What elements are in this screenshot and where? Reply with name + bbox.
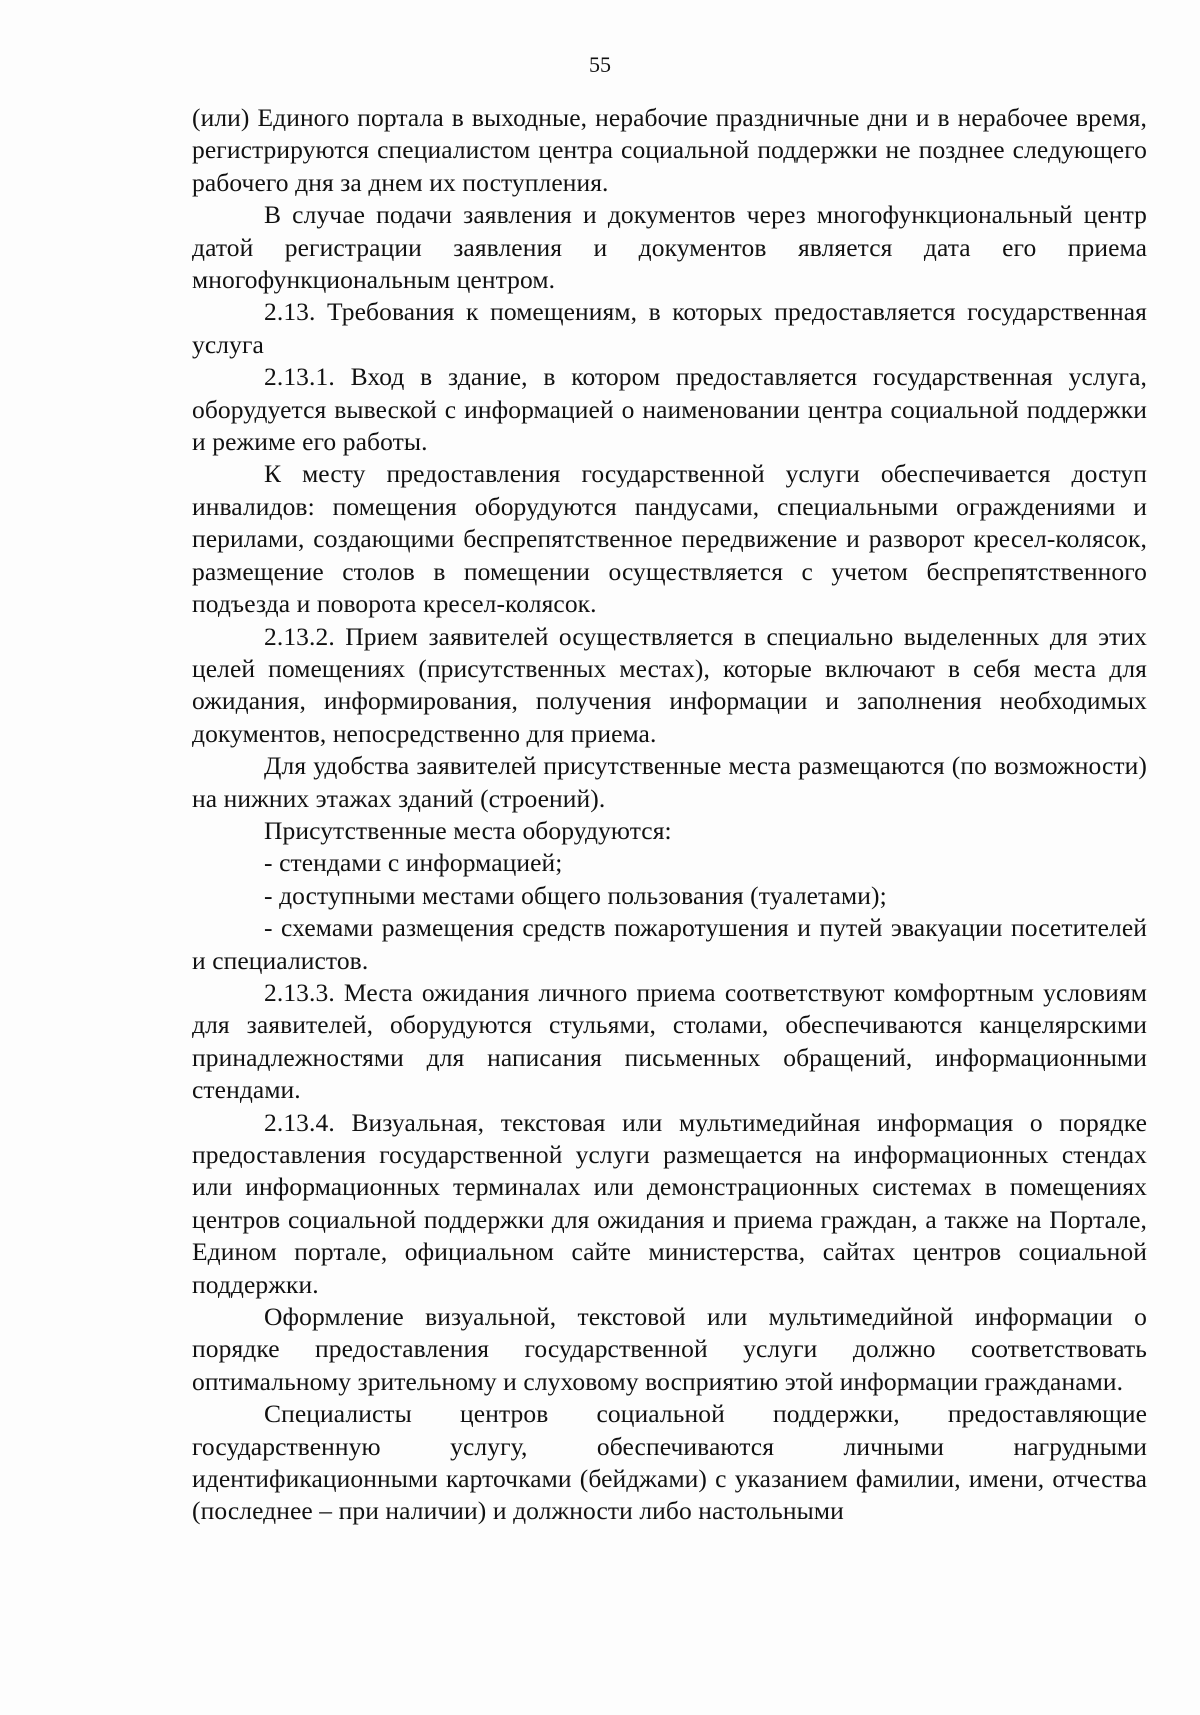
list-item: - доступными местами общего пользования (туалетами); [264, 880, 887, 910]
list-item: - стендами с информацией; [264, 848, 563, 878]
list-item: - схемами размещения средств пожаротушения и путей эвакуации посетителей и специалистов. [192, 913, 1147, 975]
paragraph: 2.13.3. Места ожидания личного приема соответствуют комфортным условиям для заявителей, оборудуются стульями, столами, обеспечиваются канцелярскими принадлежностями для написания письменных обращений, информационными стендами. [192, 977, 1147, 1105]
paragraph: (или) Единого портала в выходные, нерабочие праздничные дни и в нерабочее время, регистрируются специалистом центра социальной поддержки не позднее следующего рабочего дня за днем их поступления. [192, 103, 1147, 197]
paragraph: Оформление визуальной, текстовой или мультимедийной информации о порядке предоставления государственной услуги должно соответствовать оптимальному зрительному и слуховому восприятию этой информации гражданами. [192, 1302, 1147, 1396]
paragraph: Для удобства заявителей присутственные места размещаются (по возможности) на нижних этажах зданий (строений). [192, 751, 1147, 813]
paragraph: 2.13.1. Вход в здание, в котором предоставляется государственная услуга, оборудуется вывеской с информацией о наименовании центра социальной поддержки и режиме его работы. [192, 362, 1147, 457]
paragraph: К месту предоставления государственной услуги обеспечивается доступ инвалидов: помещения оборудуются пандусами, специальными ограждениями и перилами, создающими беспрепятственное передвижение и разворот кресел-колясок, размещение столов в помещении осуществляется с учетом беспрепятственного подъезда и поворота кресел-колясок. [192, 459, 1147, 619]
paragraph: Специалисты центров социальной поддержки, предоставляющие государственную услугу, обеспечиваются личными нагрудными идентификационными карточками (бейджами) с указанием фамилии, имени, отчества (последнее – при наличии) и должности либо настольными [192, 1399, 1147, 1526]
paragraph: Присутственные места оборудуются: [264, 815, 672, 845]
paragraph: 2.13.2. Прием заявителей осуществляется в специально выделенных для этих целей помещениях (присутственных местах), которые включают в себя места для ожидания, информирования, получения информации и заполнения необходимых документов, непосредственно для приема. [192, 621, 1147, 748]
section-heading-2-13: 2.13. Требования к помещениям, в которых предоставляется государственная услуга [192, 297, 1147, 359]
document-body [192, 102, 1147, 1528]
paragraph: 2.13.4. Визуальная, текстовая или мультимедийная информация о порядке предоставления государственной услуги размещается на информационных стендах или информационных терминалах или демонстрационных системах в помещениях центров социальной поддержки для ожидания и приема граждан, а также на Портале, Едином портале, официальном сайте министерства, сайтах центров социальной поддержки. [192, 1107, 1147, 1299]
paragraph: В случае подачи заявления и документов через многофункциональный центр датой регистрации заявления и документов является дата его приема многофункциональным центром. [192, 200, 1147, 295]
page-number: 55 [589, 52, 611, 77]
